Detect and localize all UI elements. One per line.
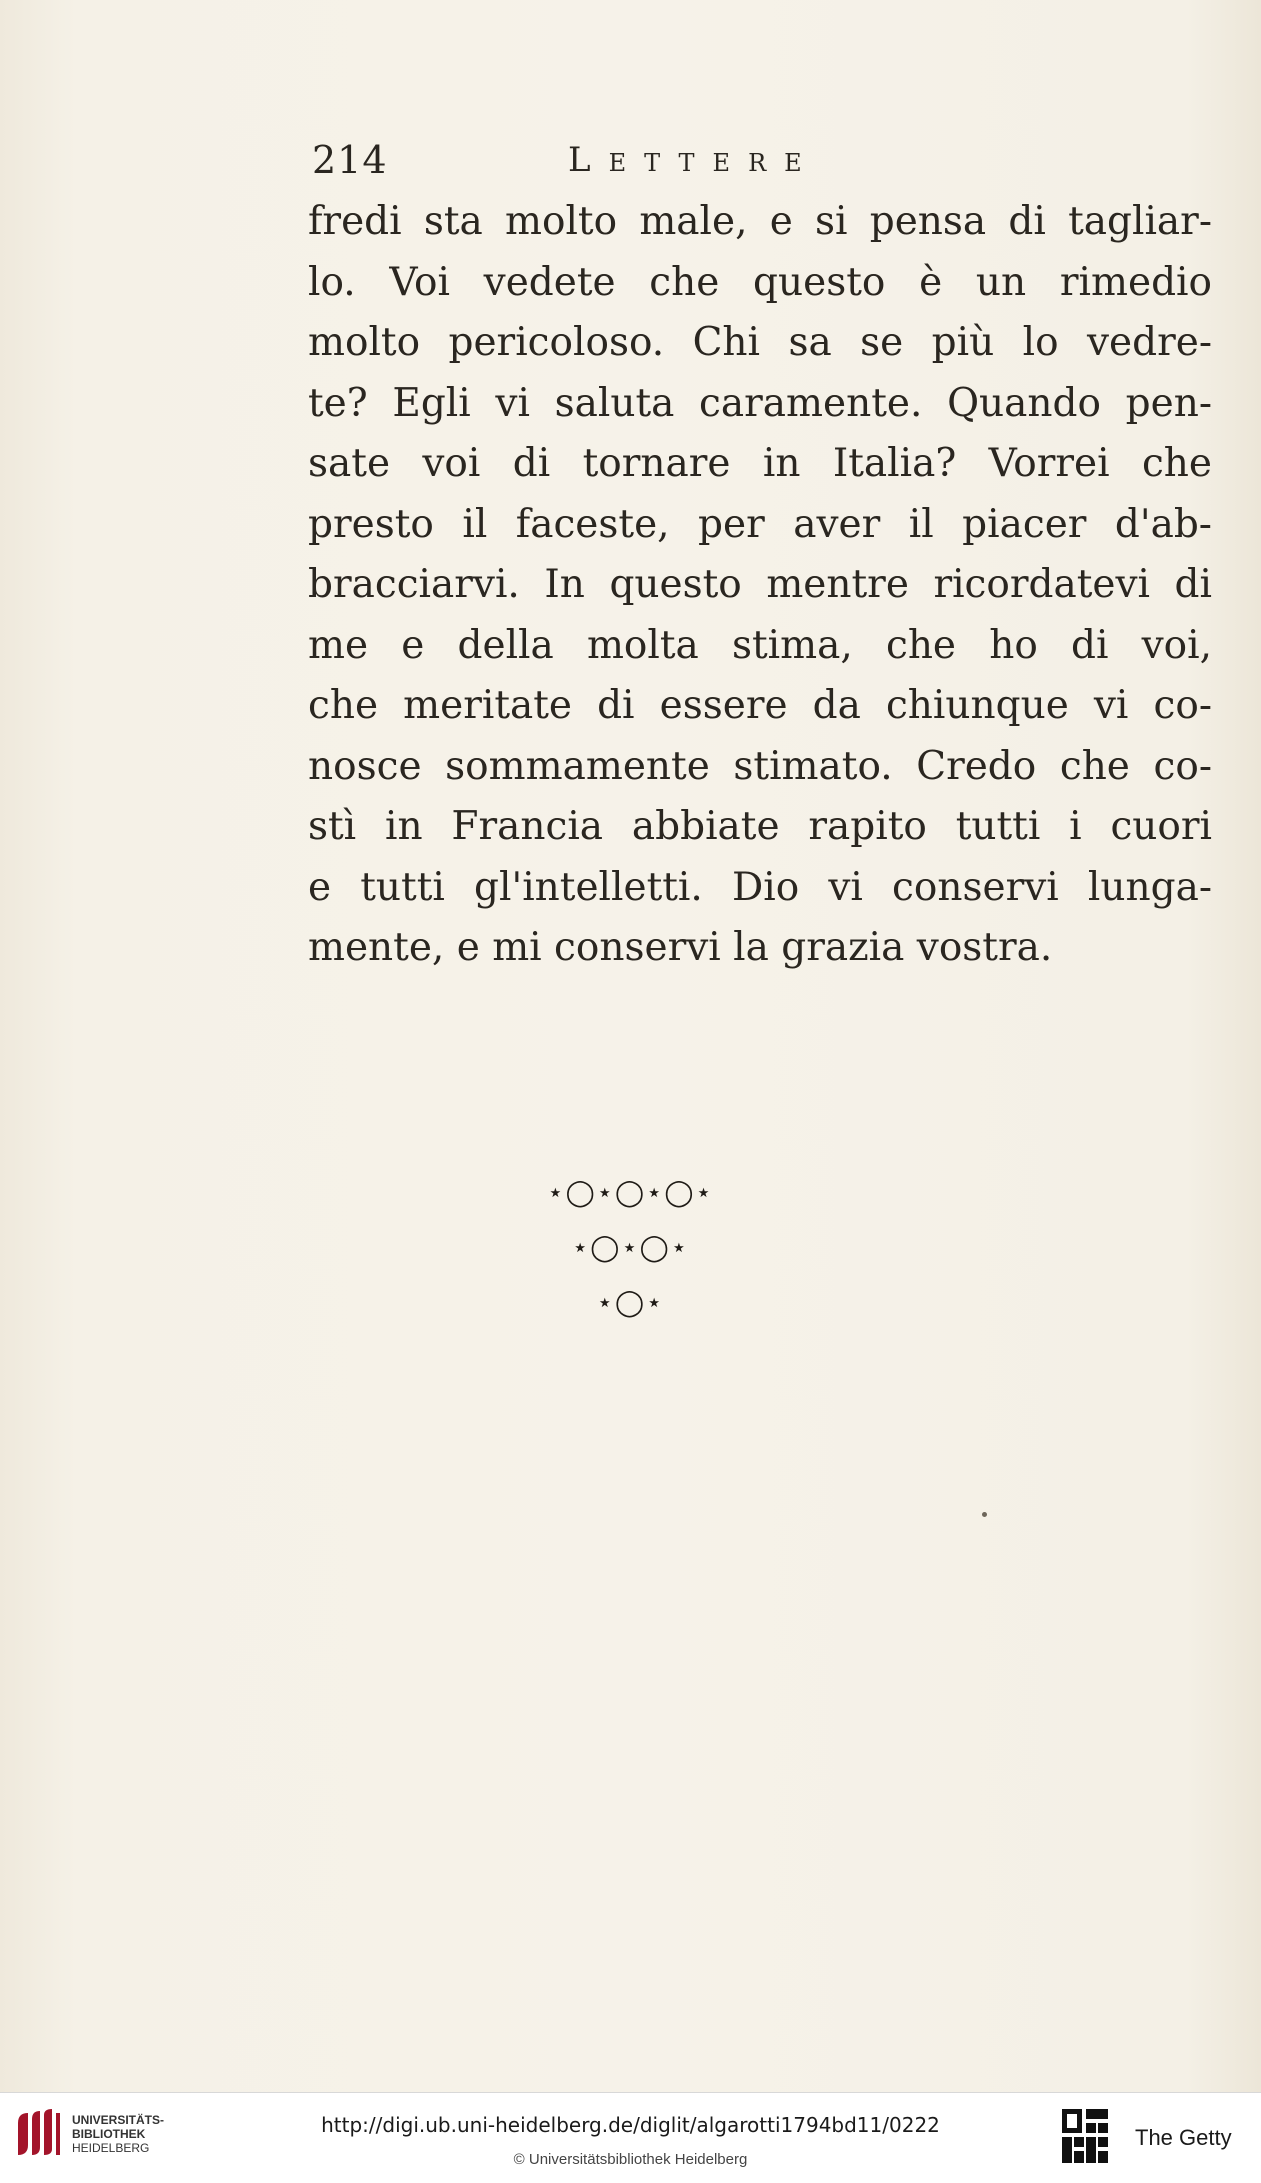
letter-body	[308, 192, 1212, 979]
running-head	[312, 138, 1012, 188]
body-line: che meritate di essere da chiunque vi co-	[308, 683, 1212, 728]
partner-name: The Getty	[1135, 2125, 1232, 2150]
body-line: e tutti gl'intelletti. Dio vi conservi lunga-	[308, 864, 1212, 910]
body-line: stì in Francia abbiate rapito tutti i cuori	[308, 804, 1212, 849]
paper-speck	[982, 1512, 987, 1517]
page-number: 214	[312, 138, 388, 182]
ornament-row-2: ⋆◯⋆◯⋆	[571, 1233, 690, 1263]
getty-logo-icon[interactable]	[1060, 2107, 1110, 2167]
running-head-title: Lettere	[568, 140, 820, 180]
ornament-row-1: ⋆◯⋆◯⋆◯⋆	[547, 1178, 714, 1208]
copyright-notice: © Universitätsbibliothek Heidelberg	[513, 2151, 748, 2168]
body-line: fredi sta molto male, e si pensa di tagliar-	[308, 199, 1212, 244]
body-line: bracciarvi. In questo mentre ricordatevi di	[308, 562, 1212, 607]
body-line: sate voi di tornare in Italia? Vorrei che	[308, 441, 1212, 486]
body-line: molto pericoloso. Chi sa se più lo vedre-	[308, 320, 1212, 365]
body-line: lo. Voi vedete che questo è un rimedio	[308, 259, 1212, 305]
library-name-line: BIBLIOTHEK	[72, 2127, 146, 2141]
library-name-line: HEIDELBERG	[72, 2141, 150, 2155]
body-line: te? Egli vi saluta caramente. Quando pen-	[308, 380, 1212, 426]
body-line: nosce sommamente stimato. Credo che co-	[308, 743, 1212, 789]
body-line: presto il faceste, per aver il piacer d'ab-	[308, 501, 1212, 547]
body-line: me e della molta stima, che ho di voi,	[308, 622, 1212, 668]
permalink-url[interactable]: http://digi.ub.uni-heidelberg.de/diglit/algarotti1794bd11/0222	[321, 2113, 940, 2137]
ornament-row-3: ⋆◯⋆	[596, 1288, 665, 1318]
body-line: mente, e mi conservi la grazia vostra.	[308, 925, 1053, 970]
library-name-line: UNIVERSITÄTS-	[72, 2113, 165, 2127]
viewer-footer	[0, 2092, 1261, 2183]
